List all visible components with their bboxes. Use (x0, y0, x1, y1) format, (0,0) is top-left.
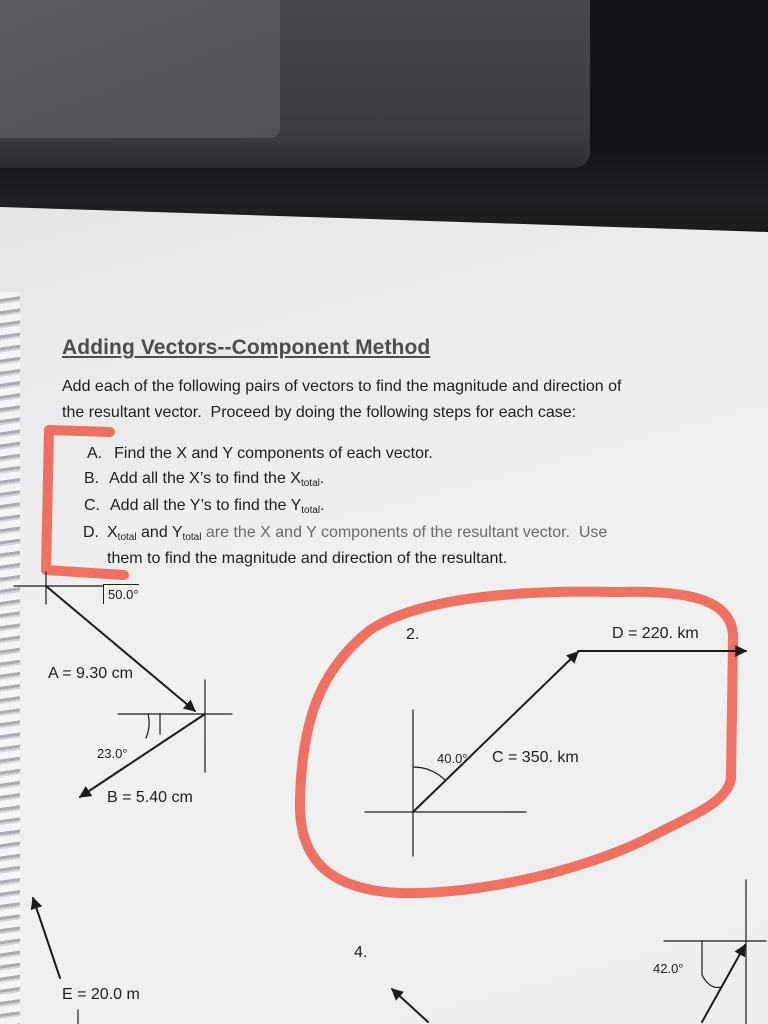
subscript-total: total (182, 532, 202, 543)
problem-number-2: 2. (406, 626, 420, 643)
step-text: Find the X and Y components of each vector. (114, 445, 433, 462)
subscript-total: total (300, 478, 320, 489)
problem4-angle-arc (702, 975, 721, 988)
vector-c-arrow (413, 652, 578, 812)
worksheet-title: Adding Vectors--Component Method (62, 336, 431, 359)
vector-a-arrow (46, 586, 195, 711)
subscript-total: total (117, 532, 137, 543)
problem4-arrow (392, 989, 428, 1022)
angle-label-problem4: 42.0° (653, 961, 684, 976)
vector-label-a: A = 9.30 cm (48, 665, 133, 682)
intro-line-1: Add each of the following pairs of vectors to find the magnitude and direction of (62, 378, 622, 395)
red-marker-bracket (46, 430, 124, 575)
angle-label-a: 50.0° (103, 584, 139, 604)
angle-label-c: 40.0° (437, 751, 468, 766)
step-letter: C. (84, 497, 100, 514)
subscript-total: total (301, 505, 321, 516)
vector-label-c: C = 350. km (492, 749, 579, 766)
vector-label-d: D = 220. km (612, 625, 699, 642)
step-text: Add all the X’s to find the X (109, 470, 301, 487)
step-text: Add all the Y’s to find the Y (110, 497, 302, 514)
step-d-line-2: them to find the magnitude and direction of the resultant. (107, 550, 508, 567)
step-letter: B. (84, 470, 100, 487)
vector-e-arrow (33, 898, 60, 978)
step-end: . (320, 497, 325, 514)
vector-c-angle-arc (413, 767, 445, 780)
step-letter: A. (87, 445, 103, 462)
vector-b-angle-arc (146, 714, 149, 738)
intro-line-2: the resultant vector. Proceed by doing the following steps for each case: (62, 404, 577, 421)
vector-label-b: B = 5.40 cm (107, 789, 193, 806)
step-text-x: X (107, 524, 118, 541)
vector-label-e: E = 20.0 m (62, 986, 140, 1003)
step-end: . (319, 470, 325, 487)
step-text-y: and Y (136, 524, 183, 541)
angle-label-b: 23.0° (97, 746, 128, 761)
problem-number-4: 4. (354, 944, 368, 961)
step-letter: D. (83, 524, 99, 541)
step-text-rest: are the X and Y components of the resultant vector. Use (201, 524, 608, 541)
